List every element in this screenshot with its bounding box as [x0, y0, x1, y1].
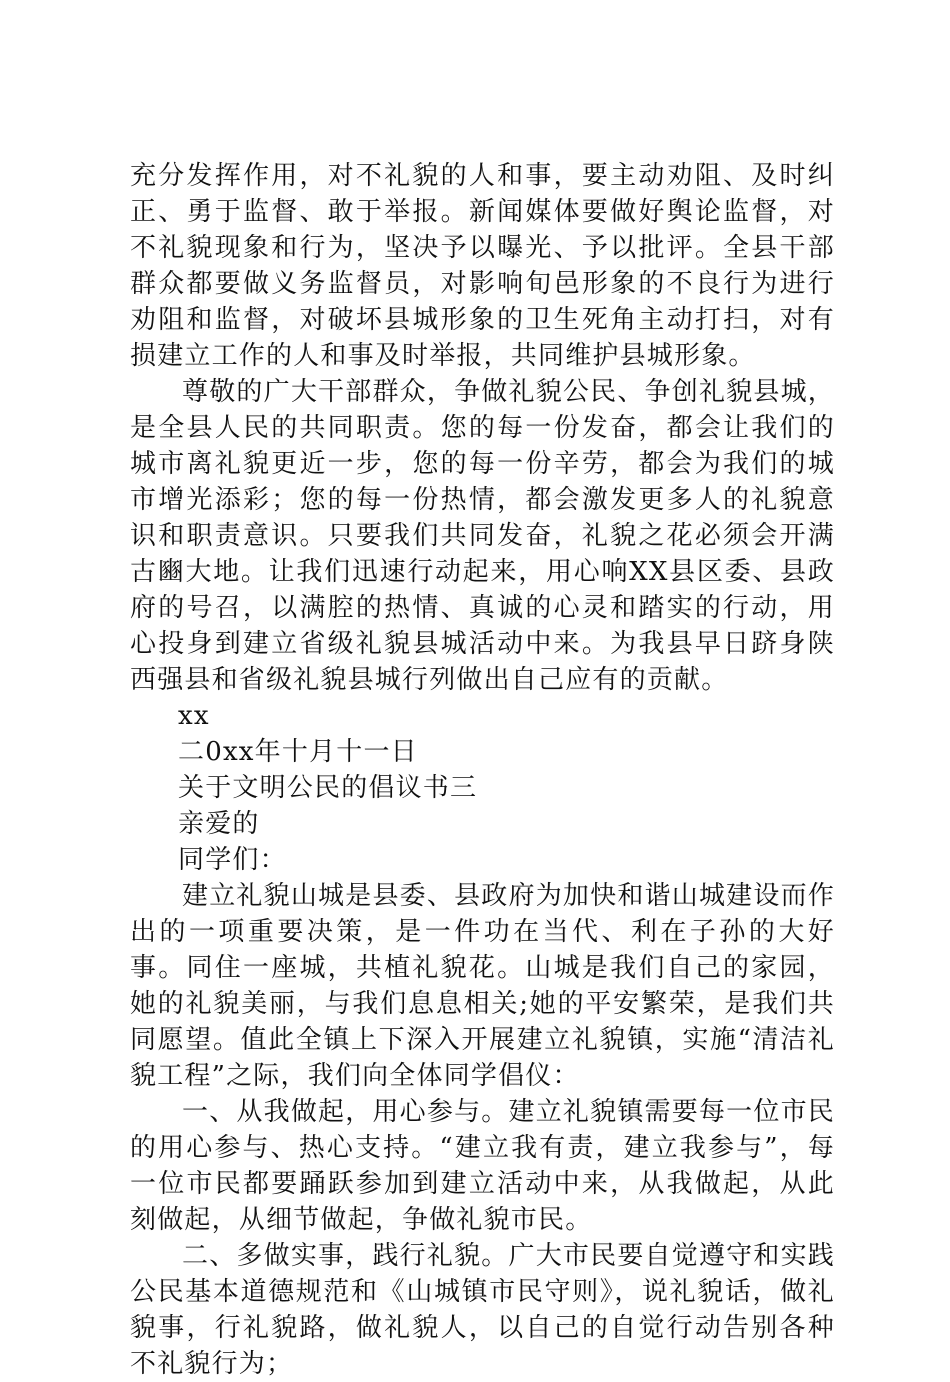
salutation-line-1: 亲爱的	[178, 809, 260, 839]
paragraph-3: 建立礼貌山城是县委、县政府为加快和谐山城建设而作出的一项重要决策，是一件功在当代、利在子孙的大好事。同住一座城，共植礼貌花。山城是我们自己的家园，她的礼貌美丽，与我们息息相关;她的平安繁荣，是我们共同愿望。值此全镇上下深入开展建立礼貌镇，实施“清洁礼貌工程”之际，我们向全体同学倡仪：	[130, 881, 835, 1091]
salutation-line-2: 同学们：	[178, 845, 287, 875]
paragraph-1: 充分发挥作用，对不礼貌的人和事，要主动劝阻、及时纠正、勇于监督、敢于举报。新闻媒体要做好舆论监督，对不礼貌现象和行为，坚决予以曝光、予以批评。全县干部群众都要做义务监督员，对影响旬邑形象的不良行为进行劝阻和监督，对破坏县城形象的卫生死角主动打扫，对有损建立工作的人和事及时举报，共同维护县城形象。	[130, 161, 835, 371]
signature: xx	[178, 701, 210, 731]
section-title: 关于文明公民的倡议书三	[178, 773, 478, 803]
document-body	[130, 158, 835, 1382]
paragraph-5: 二、多做实事，践行礼貌。广大市民要自觉遵守和实践公民基本道德规范和《山城镇市民守则》，说礼貌话，做礼貌事，行礼貌路，做礼貌人，以自己的自觉行动告别各种不礼貌行为；	[130, 1241, 835, 1379]
date-line: 二0xx年十月十一日	[178, 737, 418, 767]
paragraph-2: 尊敬的广大干部群众，争做礼貌公民、争创礼貌县城，是全县人民的共同职责。您的每一份发奋，都会让我们的城市离礼貌更近一步，您的每一份辛劳，都会为我们的城市增光添彩；您的每一份热情，都会激发更多人的礼貌意识和职责意识。只要我们共同发奋，礼貌之花必须会开满古豳大地。让我们迅速行动起来，用心响XX县区委、县政府的号召，以满腔的热情、真诚的心灵和踏实的行动，用心投身到建立省级礼貌县城活动中来。为我县早日跻身陕西强县和省级礼貌县城行列做出自己应有的贡献。	[130, 377, 835, 695]
paragraph-4: 一、从我做起，用心参与。建立礼貌镇需要每一位市民的用心参与、热心支持。“建立我有责，建立我参与”，每一位市民都要踊跃参加到建立活动中来，从我做起，从此刻做起，从细节做起，争做礼貌市民。	[130, 1097, 835, 1235]
